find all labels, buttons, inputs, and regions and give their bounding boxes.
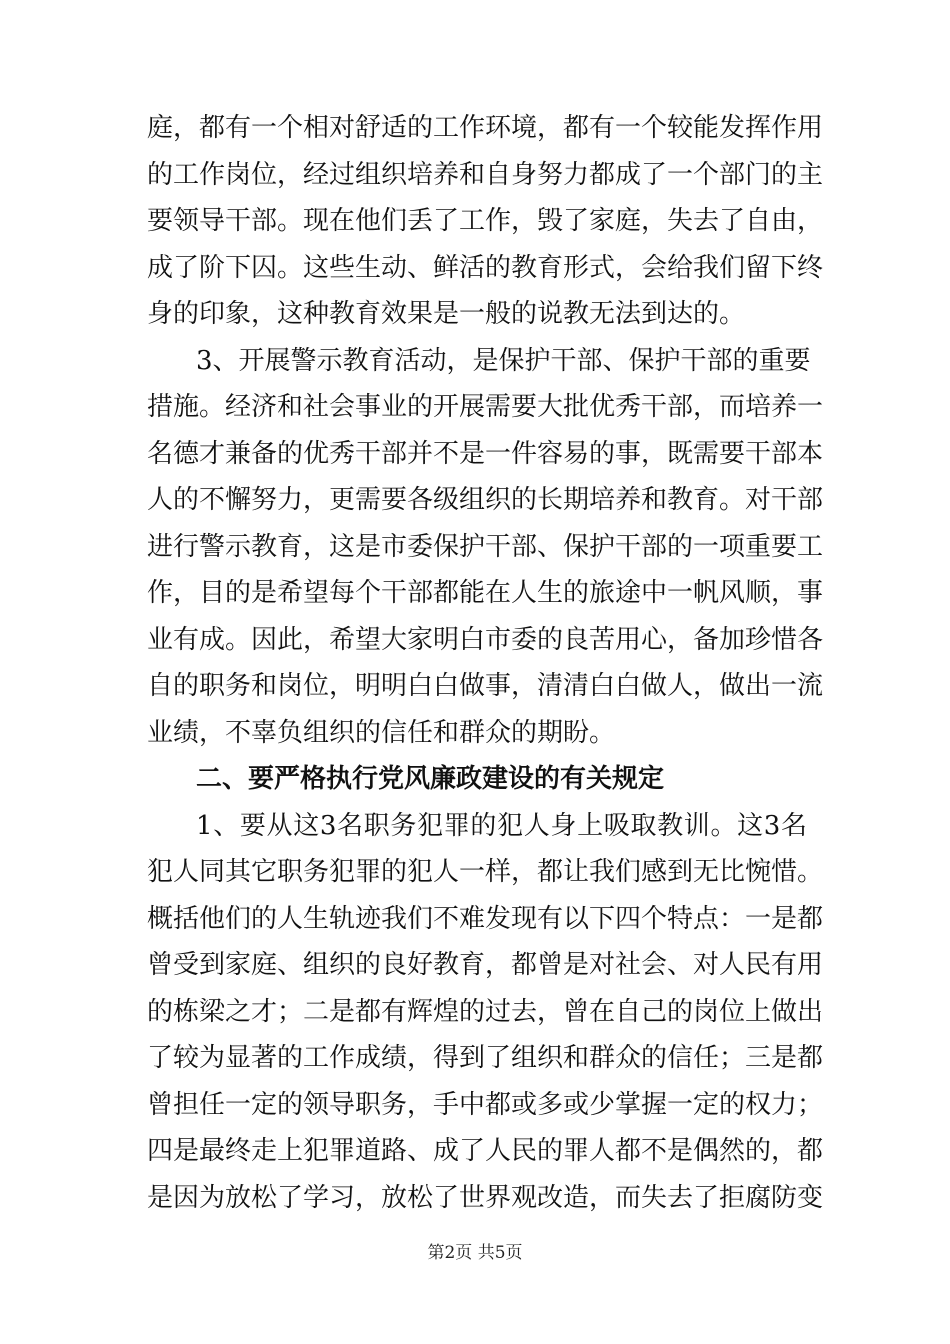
paragraph-line: 身的印象，这种教育效果是一般的说教无法到达的。 [147,299,746,329]
paragraph-line: 业绩，不辜负组织的信任和群众的期盼。 [147,718,616,748]
page-number-footer: 第2页 共5页 [427,1243,523,1263]
paragraph-line: 是因为放松了学习，放松了世界观改造，而失去了拒腐防变 [147,1183,824,1213]
paragraph-line: 要领导干部。现在他们丢了工作，毁了家庭，失去了自由， [147,206,824,236]
paragraph-line: 概括他们的人生轨迹我们不难发现有以下四个特点：一是都 [147,904,824,934]
paragraph-line: 自的职务和岗位，明明白白做事，清清白白做人，做出一流 [147,671,824,701]
paragraph-line: 人的不懈努力，更需要各级组织的长期培养和教育。对干部 [147,485,824,515]
paragraph-line: 的栋梁之才；二是都有辉煌的过去，曾在自己的岗位上做出 [147,997,824,1027]
paragraph-line: 业有成。因此，希望大家明白市委的良苦用心，备加珍惜各 [147,625,824,655]
paragraph-line: 犯人同其它职务犯罪的犯人一样，都让我们感到无比惋惜。 [147,857,824,887]
paragraph-line: 庭，都有一个相对舒适的工作环境，都有一个较能发挥作用 [147,113,824,143]
paragraph-line: 措施。经济和社会事业的开展需要大批优秀干部，而培养一 [147,392,824,422]
paragraph-line: 作，目的是希望每个干部都能在人生的旅途中一帆风顺，事 [147,578,824,608]
paragraph-line: 曾担任一定的领导职务，手中都或多或少掌握一定的权力； [147,1090,824,1120]
paragraph-line: 的工作岗位，经过组织培养和自身努力都成了一个部门的主 [147,160,824,190]
paragraph-line: 成了阶下囚。这些生动、鲜活的教育形式，会给我们留下终 [147,253,824,283]
paragraph-line: 曾受到家庭、组织的良好教育，都曾是对社会、对人民有用 [147,950,824,980]
paragraph-line: 名德才兼备的优秀干部并不是一件容易的事，既需要干部本 [147,439,824,469]
paragraph-line: 四是最终走上犯罪道路、成了人民的罪人都不是偶然的，都 [147,1136,824,1166]
paragraph-line: 了较为显著的工作成绩，得到了组织和群众的信任；三是都 [147,1043,824,1073]
paragraph-line: 1、要从这3名职务犯罪的犯人身上吸取教训。这3名 [196,811,807,841]
paragraph-line: 进行警示教育，这是市委保护干部、保护干部的一项重要工 [147,532,824,562]
section-heading: 二、要严格执行党风廉政建设的有关规定 [196,764,665,794]
paragraph-line: 3、开展警示教育活动，是保护干部、保护干部的重要 [196,346,811,376]
